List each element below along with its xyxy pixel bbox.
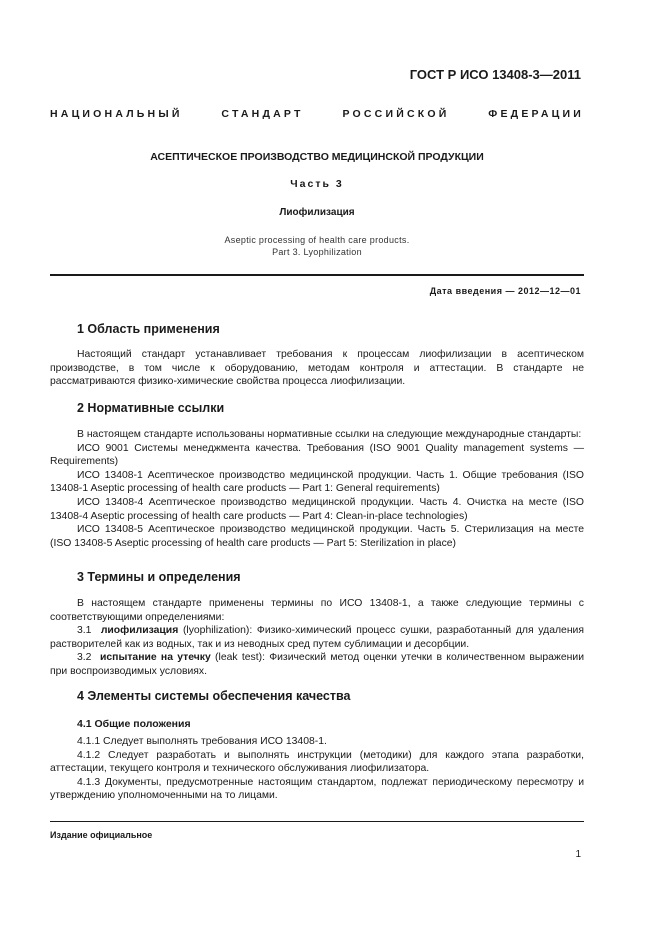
document-number: ГОСТ Р ИСО 13408-3—2011 (409, 67, 581, 82)
title-divider (50, 274, 584, 276)
english-title-line1: Aseptic processing of health care products. (224, 235, 410, 245)
english-title-line2: Part 3. Lyophilization (272, 247, 362, 257)
section1-heading: 1 Область применения (77, 322, 220, 336)
page-number: 1 (575, 849, 581, 860)
section3-heading: 3 Термины и определения (77, 570, 241, 584)
banner-word: НАЦИОНАЛЬНЫЙ (50, 108, 183, 120)
edition-label: Издание официальное (50, 830, 153, 840)
banner-word: ФЕДЕРАЦИИ (488, 108, 584, 120)
banner-word: СТАНДАРТ (221, 108, 304, 120)
section1-body (50, 348, 584, 389)
clause-item: 4.1.3 Документы, предусмотренные настоящим стандартом, подлежат периодическому пересмотру и утверждению уполномоченными на то лицами. (50, 776, 584, 802)
section4-body (50, 735, 584, 803)
term-entry (50, 624, 584, 651)
subtitle: Лиофилизация (279, 207, 355, 218)
term-name: лиофилизация (100, 625, 179, 637)
term-name: испытание на утечку (100, 652, 211, 664)
national-standard-banner (50, 108, 584, 120)
reference-item: ИСО 9001 Системы менеджмента качества. Требования (ISO 9001 Quality management systems — Requirements) (50, 442, 584, 468)
section4-subheading: 4.1 Общие положения (77, 718, 191, 730)
term-number: 3.1 (77, 625, 92, 637)
banner-word: РОССИЙСКОЙ (342, 108, 450, 120)
section1-paragraph: Настоящий стандарт устанавливает требования к процессам лиофилизации в асептическом производстве, в том числе к оборудованию, методам контроля и аттестации. В стандарте не рассматриваются физико-химические свойства процесса лиофилизации. (50, 349, 584, 388)
clause-item: 4.1.1 Следует выполнять требования ИСО 13408-1. (77, 736, 327, 747)
section2-intro: В настоящем стандарте использованы нормативные ссылки на следующие международные стандарты: (77, 429, 582, 440)
section2-body (50, 428, 584, 550)
part-label: Часть 3 (290, 178, 344, 190)
section3-body (50, 597, 584, 679)
section4-heading: 4 Элементы системы обеспечения качества (77, 689, 351, 703)
term-entry (50, 651, 584, 678)
term-definition: (leak test): Физический метод оценки утечки в количественном выражении при воспроизводимых условиях. (50, 652, 584, 677)
section2-heading: 2 Нормативные ссылки (77, 401, 225, 415)
main-title: АСЕПТИЧЕСКОЕ ПРОИЗВОДСТВО МЕДИЦИНСКОЙ ПРОДУКЦИИ (150, 151, 484, 163)
reference-item: ИСО 13408-5 Асептическое производство медицинской продукции. Часть 5. Стерилизация на месте (ISO 13408-5 Aseptic processing of health care products — Part 5: Sterilization in place) (50, 524, 584, 549)
term-number: 3.2 (77, 652, 92, 664)
footer-divider (50, 821, 584, 822)
reference-item: ИСО 13408-1 Асептическое производство медицинской продукции. Часть 1. Общие требования (ISO 13408-1 Aseptic processing of health care products — Part 1: General requirements) (50, 469, 584, 495)
reference-item: ИСО 13408-4 Асептическое производство медицинской продукции. Часть 4. Очистка на месте (ISO 13408-4 Aseptic processing of health care products — Part 4: Clean-in-place technologies) (50, 496, 584, 522)
term-definition: (lyophilization): Физико-химический процесс сушки, разработанный для удаления растворителей как из водных, так и из неводных сред путем сублимации и десорбции. (50, 625, 584, 650)
clause-item: 4.1.2 Следует разработать и выполнять инструкции (методики) для каждого этапа разработки, аттестации, текущего контроля и технического обслуживания лиофилизатора. (50, 749, 584, 775)
introduction-date: Дата введения — 2012—12—01 (429, 286, 581, 296)
section3-intro: В настоящем стандарте применены термины по ИСО 13408-1, а также следующие термины с соответствующими определениями: (50, 598, 584, 623)
